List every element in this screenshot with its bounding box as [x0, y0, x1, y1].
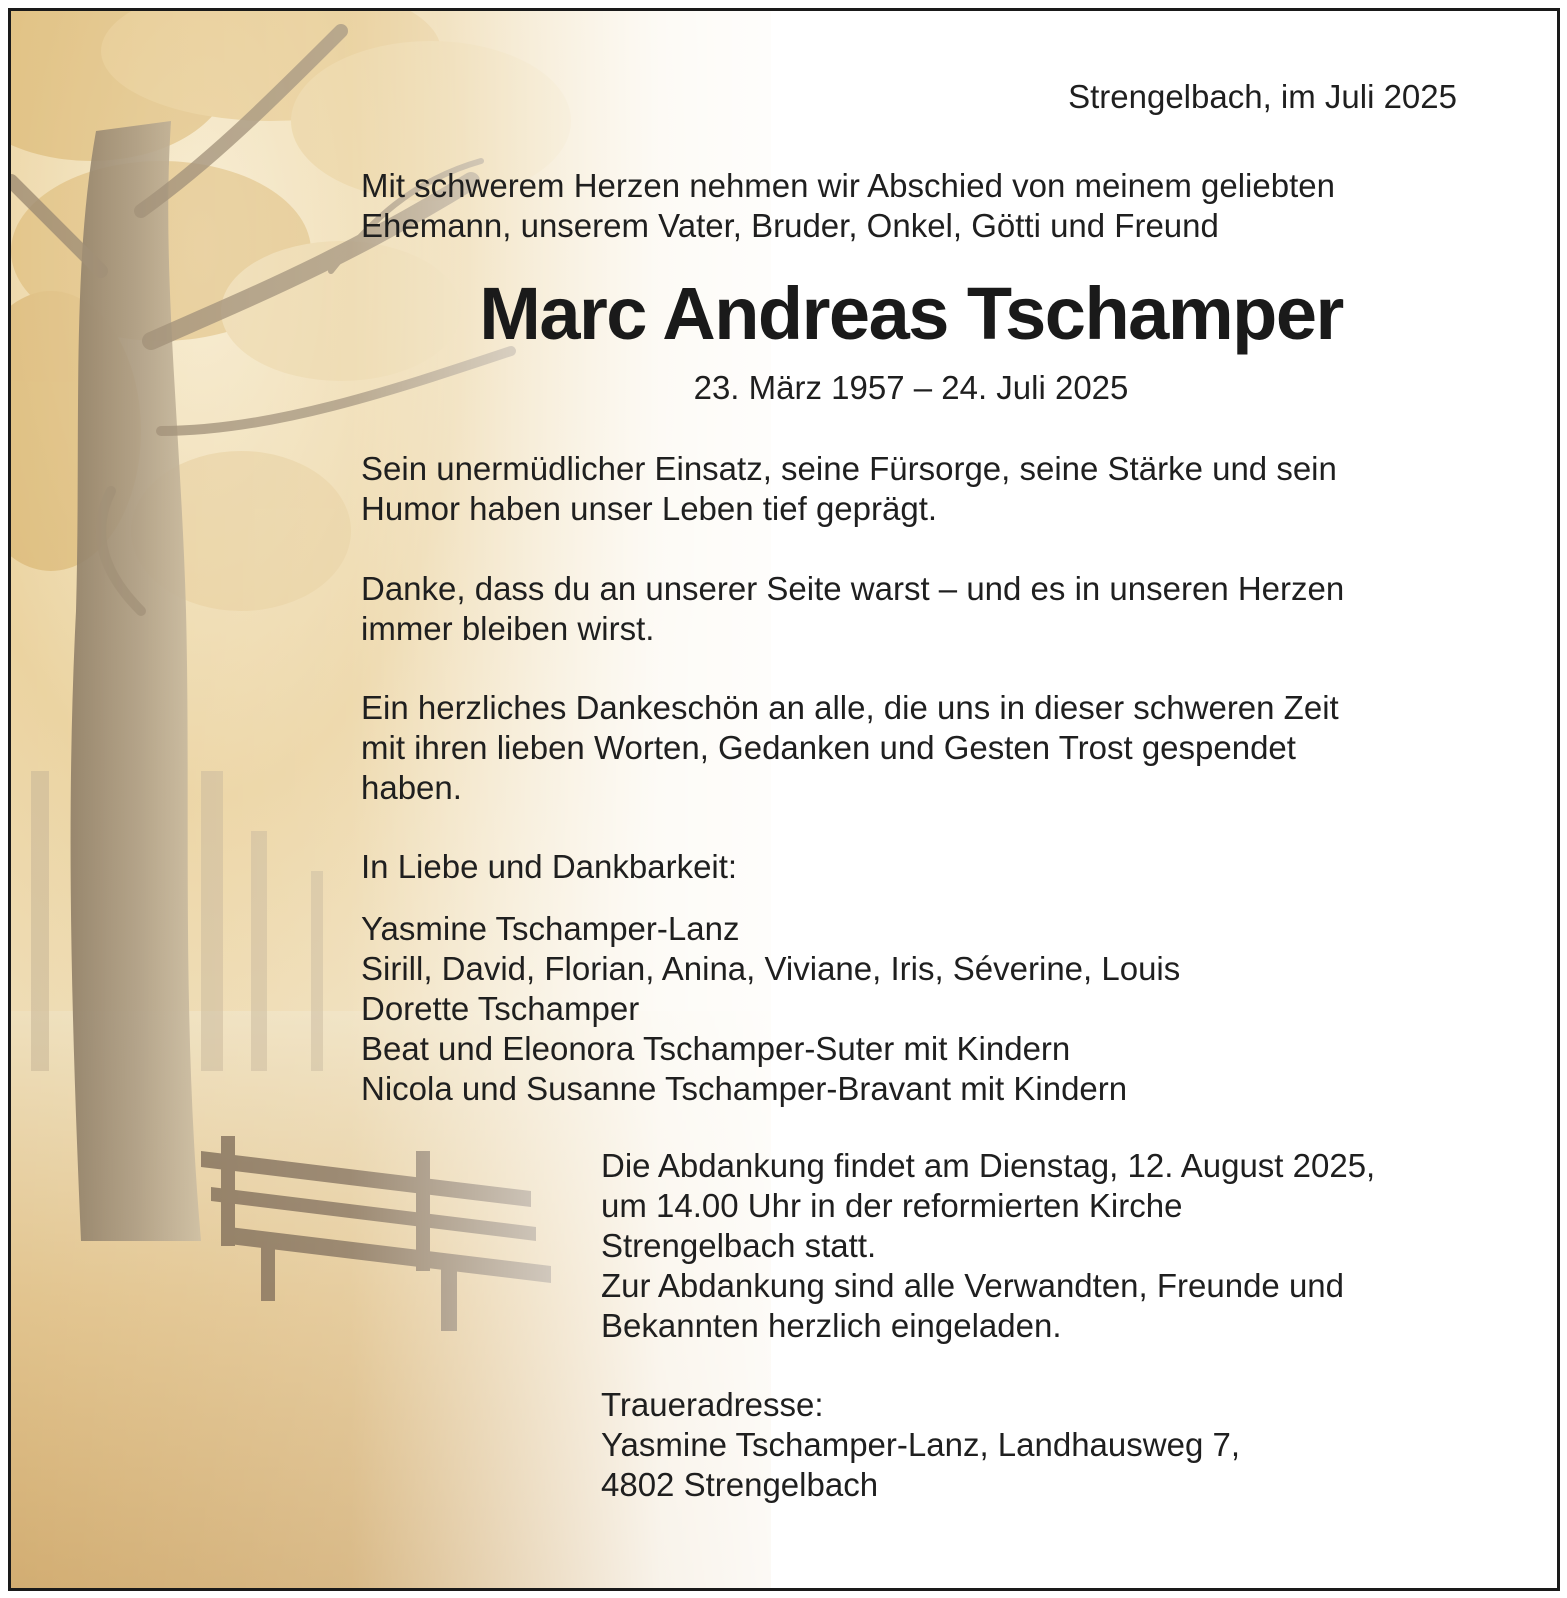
- place-date: Strengelbach, im Juli 2025: [1068, 78, 1457, 115]
- mourning-address-label: Traueradresse:: [601, 1386, 824, 1423]
- mourner-line: Nicola und Susanne Tschamper-Bravant mit Kindern: [361, 1070, 1128, 1107]
- life-dates: 23. März 1957 – 24. Juli 2025: [693, 369, 1129, 406]
- mourners-heading: In Liebe und Dankbarkeit:: [361, 848, 738, 885]
- mourner-line: Dorette Tschamper: [361, 990, 640, 1027]
- mourner-line: Beat und Eleonora Tschamper-Suter mit Kindern: [361, 1030, 1071, 1067]
- tribute-paragraph: Danke, dass du an unserer Seite warst – und es in unseren Herzen immer bleiben wirst.: [361, 570, 1345, 647]
- notice-content: [11, 11, 1557, 1588]
- deceased-name: Marc Andreas Tschamper: [479, 272, 1343, 355]
- thanks-paragraph: Ein herzliches Dankeschön an alle, die uns in dieser schweren Zeit mit ihren lieben Worten, Gedanken und Gesten Trost gespendet haben.: [361, 689, 1339, 806]
- mourners-list: [361, 909, 1481, 1109]
- intro-text: Mit schwerem Herzen nehmen wir Abschied von meinem geliebten Ehemann, unserem Vater, Bruder, Onkel, Götti und Freund: [361, 167, 1335, 244]
- ceremony-info: Die Abdankung findet am Dienstag, 12. August 2025, um 14.00 Uhr in der reformierten Kirche Strengelbach statt. Zur Abdankung sind alle Verwandten, Freunde und Bekannten herzlich eingeladen.: [601, 1147, 1376, 1344]
- obituary-notice: [8, 8, 1560, 1591]
- mourner-line: Sirill, David, Florian, Anina, Viviane, Iris, Séverine, Louis: [361, 950, 1181, 987]
- mourner-line: Yasmine Tschamper-Lanz: [361, 910, 740, 947]
- tribute-paragraph: Sein unermüdlicher Einsatz, seine Fürsorge, seine Stärke und sein Humor haben unser Leben tief geprägt.: [361, 450, 1337, 527]
- mourning-address: Yasmine Tschamper-Lanz, Landhausweg 7, 4802 Strengelbach: [601, 1426, 1240, 1503]
